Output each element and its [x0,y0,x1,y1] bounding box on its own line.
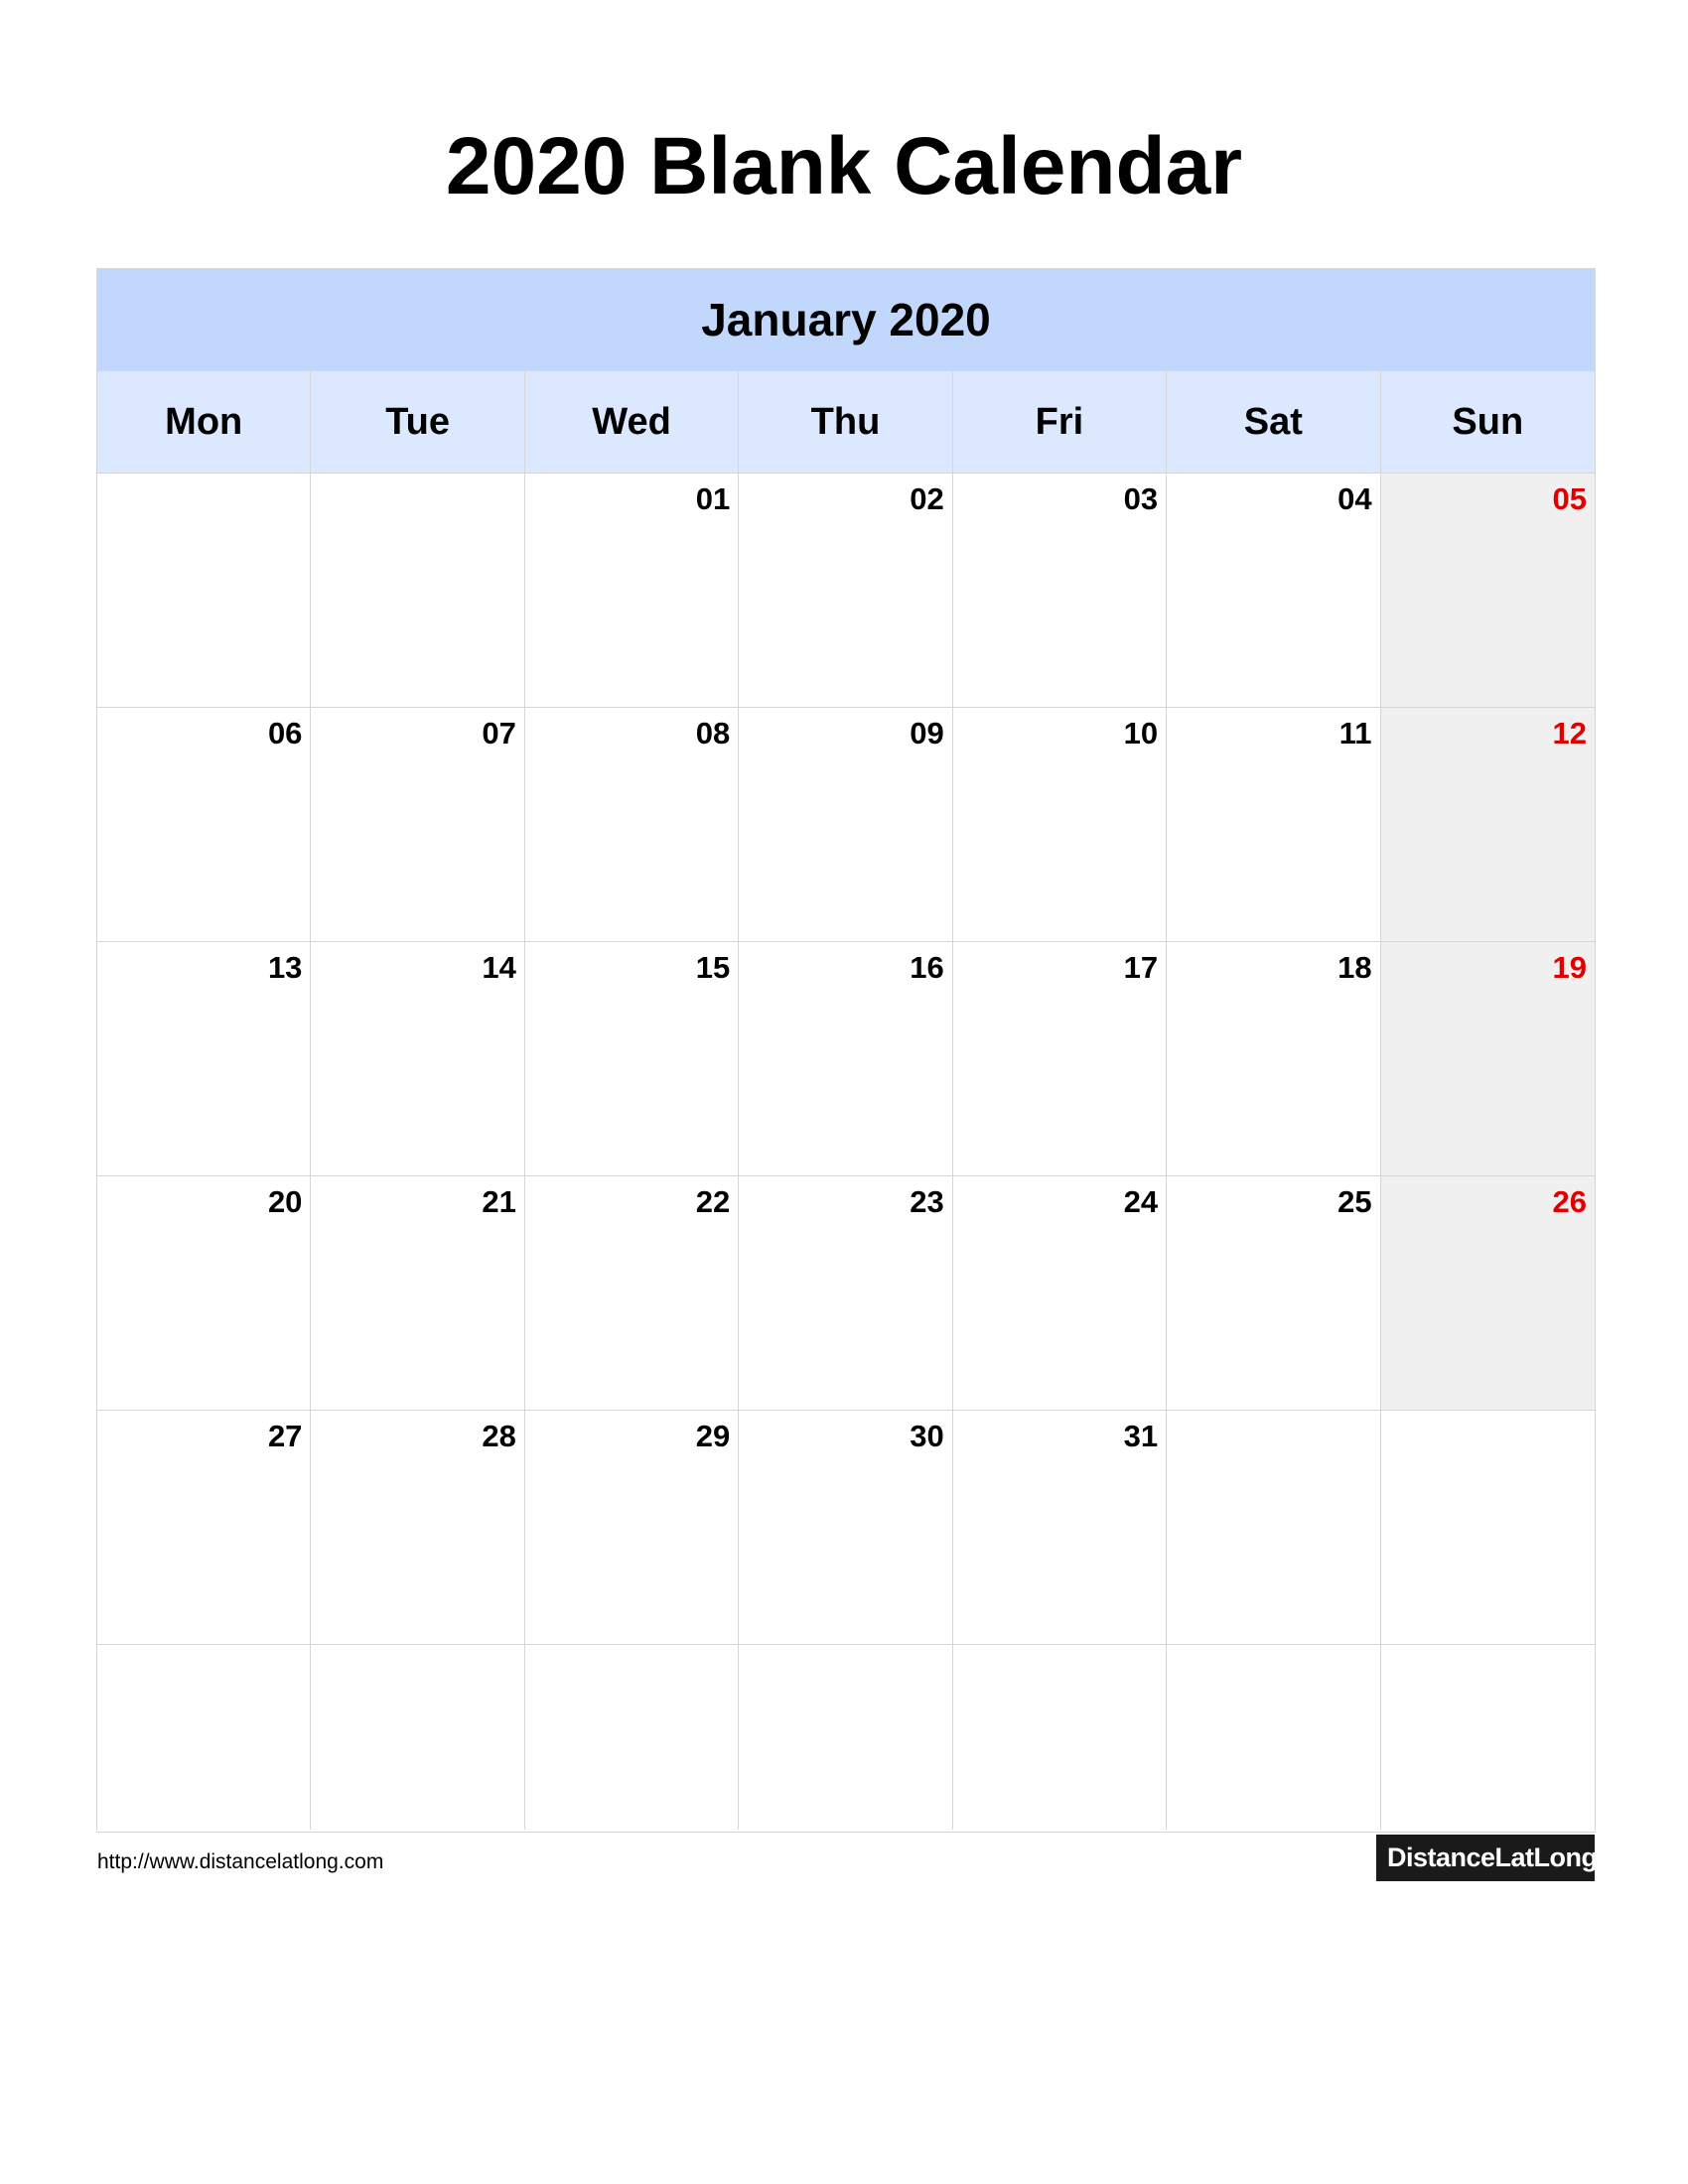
day-cell: 03 [953,474,1167,708]
day-cell: 12 [1381,708,1595,942]
day-cell: 10 [953,708,1167,942]
day-cell: 01 [525,474,739,708]
day-cell: 04 [1167,474,1380,708]
day-cell: 07 [311,708,524,942]
day-cell: 28 [311,1411,524,1645]
weekday-tue: Tue [311,371,524,474]
weekday-mon: Mon [97,371,311,474]
calendar-grid [96,268,1596,1833]
weekday-thu: Thu [739,371,952,474]
day-cell: 24 [953,1176,1167,1411]
day-cell: 18 [1167,942,1380,1176]
day-cell: 29 [525,1411,739,1645]
empty-day-cell [311,474,524,708]
day-cell: 05 [1381,474,1595,708]
day-cell: 08 [525,708,739,942]
day-cell: 27 [97,1411,311,1645]
logo-text: DistanceLatLong [1387,1843,1598,1872]
day-cell: 23 [739,1176,952,1411]
day-cell: 09 [739,708,952,942]
weekday-sat: Sat [1167,371,1380,474]
day-cell: 22 [525,1176,739,1411]
weekday-header-row [97,371,1595,474]
empty-day-cell [953,1645,1167,1830]
empty-day-cell [97,474,311,708]
day-cell: 25 [1167,1176,1380,1411]
day-cell: 26 [1381,1176,1595,1411]
empty-day-cell [1167,1411,1380,1645]
day-cell: 13 [97,942,311,1176]
empty-day-cell [311,1645,524,1830]
day-cell: 20 [97,1176,311,1411]
day-cell: 30 [739,1411,952,1645]
empty-day-cell [97,1645,311,1830]
distancelatlong-logo [1376,1835,1598,1881]
empty-day-cell [739,1645,952,1830]
weekday-fri: Fri [953,371,1167,474]
weekday-wed: Wed [525,371,739,474]
empty-day-cell [1381,1645,1595,1830]
weekday-sun: Sun [1452,401,1524,443]
day-cell: 31 [953,1411,1167,1645]
day-grid [97,474,1595,1830]
day-cell: 16 [739,942,952,1176]
empty-day-cell [1167,1645,1380,1830]
page-title: 2020 Blank Calendar [445,121,1243,211]
footer-url[interactable]: http://www.distancelatlong.com [97,1850,384,1873]
empty-day-cell [1381,1411,1595,1645]
day-cell: 06 [97,708,311,942]
day-cell: 19 [1381,942,1595,1176]
day-cell: 02 [739,474,952,708]
day-cell: 14 [311,942,524,1176]
month-header: January 2020 [97,269,1595,371]
day-cell: 17 [953,942,1167,1176]
day-cell: 11 [1167,708,1380,942]
day-cell: 21 [311,1176,524,1411]
empty-day-cell [525,1645,739,1830]
day-cell: 15 [525,942,739,1176]
